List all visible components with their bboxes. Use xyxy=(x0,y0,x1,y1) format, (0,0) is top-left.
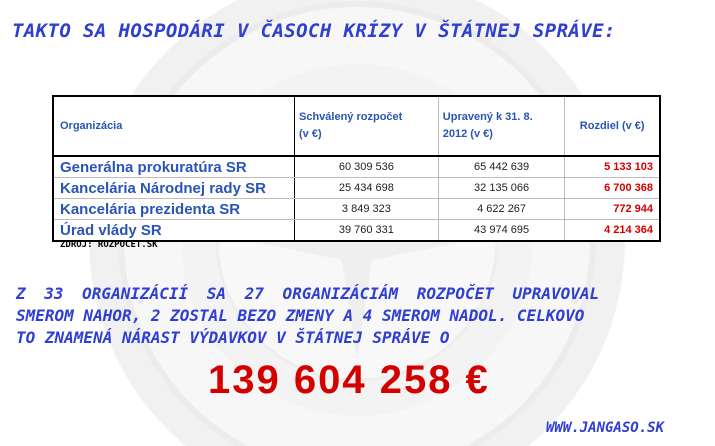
table-row xyxy=(53,178,660,199)
table-header-row xyxy=(53,96,660,156)
row-name: Generálna prokuratúra SR xyxy=(53,156,295,178)
table-row xyxy=(53,199,660,220)
header-adjusted-line2: 2012 (v €) xyxy=(442,128,493,140)
row-difference: 4 214 364 xyxy=(565,220,660,242)
summary-line-2: SMEROM NAHOR, 2 ZOSTAL BEZO ZMENY A 4 SMEROM NADOL. CELKOVO xyxy=(16,306,585,325)
source-note: ZDROJ: ROZPOCET.SK xyxy=(60,240,158,250)
row-difference: 6 700 368 xyxy=(565,178,660,199)
row-name: Úrad vlády SR xyxy=(53,220,295,242)
row-adjusted: 4 622 267 xyxy=(438,199,565,220)
summary-text xyxy=(16,283,706,349)
row-approved: 39 760 331 xyxy=(295,220,439,242)
summary-line-1: Z 33 ORGANIZÁCIÍ SA 27 ORGANIZÁCIÁM ROZPOČET UPRAVOVAL xyxy=(16,284,600,303)
row-name: Kancelária Národnej rady SR xyxy=(53,178,295,199)
header-adjusted-line1: Upravený k 31. 8. xyxy=(442,111,533,123)
row-adjusted: 43 974 695 xyxy=(438,220,565,242)
row-approved: 25 434 698 xyxy=(295,178,439,199)
row-difference: 5 133 103 xyxy=(565,156,660,178)
header-approved xyxy=(295,96,439,156)
row-approved: 3 849 323 xyxy=(295,199,439,220)
headline: TAKTO SA HOSPODÁRI V ČASOCH KRÍZY V ŠTÁTNEJ SPRÁVE: xyxy=(12,20,616,42)
website-link[interactable]: WWW.JANGASO.SK xyxy=(546,420,665,436)
row-name: Kancelária prezidenta SR xyxy=(53,199,295,220)
summary-line-3: TO ZNAMENÁ NÁRAST VÝDAVKOV V ŠTÁTNEJ SPRÁVE O xyxy=(16,328,450,347)
budget-table xyxy=(52,95,661,242)
row-adjusted: 32 135 066 xyxy=(438,178,565,199)
header-difference: Rozdiel (v €) xyxy=(565,96,660,156)
total-amount: 139 604 258 € xyxy=(208,358,490,402)
header-approved-line1: Schválený rozpočet xyxy=(299,111,403,123)
header-organization: Organizácia xyxy=(53,96,295,156)
row-approved: 60 309 536 xyxy=(295,156,439,178)
header-approved-line2: (v €) xyxy=(299,128,322,140)
row-adjusted: 65 442 639 xyxy=(438,156,565,178)
table-row xyxy=(53,220,660,242)
table-row xyxy=(53,156,660,178)
header-adjusted xyxy=(438,96,565,156)
row-difference: 772 944 xyxy=(565,199,660,220)
